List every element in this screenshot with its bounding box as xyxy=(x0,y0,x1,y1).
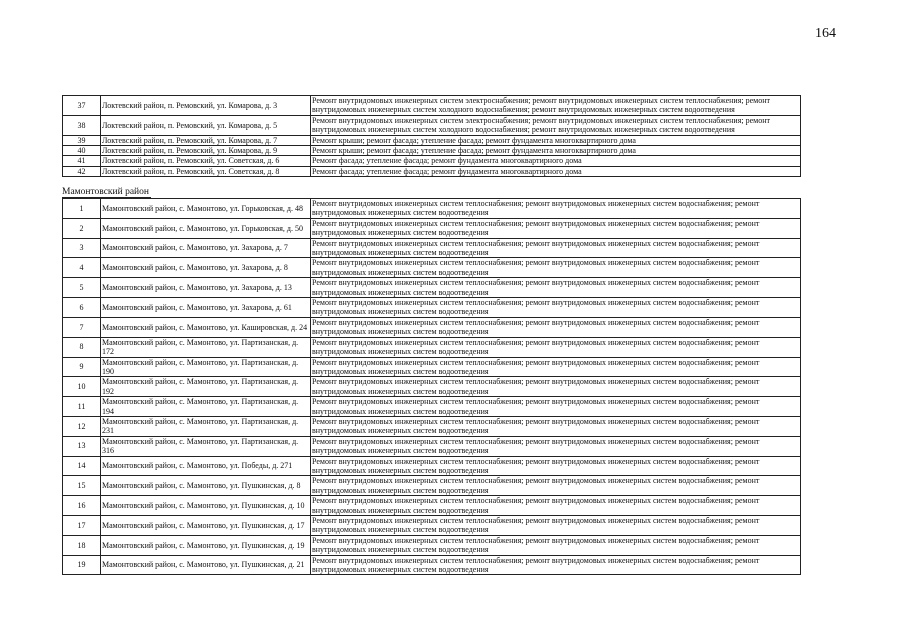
table-row xyxy=(63,96,801,116)
row-number: 2 xyxy=(63,218,101,238)
row-address: Мамонтовский район, с. Мамонтово, ул. Пушкинская, д. 10 xyxy=(101,496,311,516)
row-number: 42 xyxy=(63,166,101,176)
row-number: 10 xyxy=(63,377,101,397)
table-row xyxy=(63,298,801,318)
table-row xyxy=(63,476,801,496)
row-address: Мамонтовский район, с. Мамонтово, ул. Кашировская, д. 24 xyxy=(101,317,311,337)
row-address: Локтевский район, п. Ремовский, ул. Комарова, д. 9 xyxy=(101,146,311,156)
row-number: 12 xyxy=(63,416,101,436)
table-row xyxy=(63,456,801,476)
row-address: Мамонтовский район, с. Мамонтово, ул. Партизанская, д. 190 xyxy=(101,357,311,377)
row-address: Мамонтовский район, с. Мамонтово, ул. Партизанская, д. 192 xyxy=(101,377,311,397)
row-address: Мамонтовский район, с. Мамонтово, ул. Победы, д. 271 xyxy=(101,456,311,476)
table-row xyxy=(63,278,801,298)
row-number: 16 xyxy=(63,496,101,516)
row-address: Мамонтовский район, с. Мамонтово, ул. Партизанская, д. 172 xyxy=(101,337,311,357)
table-row xyxy=(63,199,801,219)
table-row xyxy=(63,516,801,536)
row-works: Ремонт внутридомовых инженерных систем теплоснабжения; ремонт внутридомовых инженерных систем водоснабжения; ремонт внутридомовых инженерных систем водоотведения xyxy=(311,555,801,575)
row-number: 37 xyxy=(63,96,101,116)
row-works: Ремонт внутридомовых инженерных систем теплоснабжения; ремонт внутридомовых инженерных систем водоснабжения; ремонт внутридомовых инженерных систем водоотведения xyxy=(311,377,801,397)
row-number: 9 xyxy=(63,357,101,377)
row-works: Ремонт внутридомовых инженерных систем электроснабжения; ремонт внутридомовых инженерных систем теплоснабжения; ремонт внутридомовых инженерных систем холодного водоснабжения; ремонт внутридомовых инженерных систем водоотведения xyxy=(311,96,801,116)
row-works: Ремонт внутридомовых инженерных систем теплоснабжения; ремонт внутридомовых инженерных систем водоснабжения; ремонт внутридомовых инженерных систем водоотведения xyxy=(311,516,801,536)
row-address: Локтевский район, п. Ремовский, ул. Советская, д. 6 xyxy=(101,156,311,166)
row-works: Ремонт внутридомовых инженерных систем теплоснабжения; ремонт внутридомовых инженерных систем водоснабжения; ремонт внутридомовых инженерных систем водоотведения xyxy=(311,397,801,417)
row-address: Локтевский район, п. Ремовский, ул. Советская, д. 8 xyxy=(101,166,311,176)
row-number: 4 xyxy=(63,258,101,278)
loktevsky-rows xyxy=(63,96,801,177)
row-works: Ремонт крыши; ремонт фасада; утепление фасада; ремонт фундамента многоквартирного дома xyxy=(311,135,801,145)
row-address: Мамонтовский район, с. Мамонтово, ул. Партизанская, д. 231 xyxy=(101,416,311,436)
table-row xyxy=(63,115,801,135)
row-works: Ремонт внутридомовых инженерных систем теплоснабжения; ремонт внутридомовых инженерных систем водоснабжения; ремонт внутридомовых инженерных систем водоотведения xyxy=(311,218,801,238)
row-works: Ремонт внутридомовых инженерных систем теплоснабжения; ремонт внутридомовых инженерных систем водоснабжения; ремонт внутридомовых инженерных систем водоотведения xyxy=(311,258,801,278)
row-address: Мамонтовский район, с. Мамонтово, ул. Партизанская, д. 316 xyxy=(101,436,311,456)
row-address: Мамонтовский район, с. Мамонтово, ул. Пушкинская, д. 17 xyxy=(101,516,311,536)
row-number: 8 xyxy=(63,337,101,357)
row-number: 13 xyxy=(63,436,101,456)
row-number: 3 xyxy=(63,238,101,258)
row-address: Мамонтовский район, с. Мамонтово, ул. Захарова, д. 8 xyxy=(101,258,311,278)
row-works: Ремонт внутридомовых инженерных систем теплоснабжения; ремонт внутридомовых инженерных систем водоснабжения; ремонт внутридомовых инженерных систем водоотведения xyxy=(311,456,801,476)
row-address: Мамонтовский район, с. Мамонтово, ул. Партизанская, д. 194 xyxy=(101,397,311,417)
row-works: Ремонт внутридомовых инженерных систем теплоснабжения; ремонт внутридомовых инженерных систем водоснабжения; ремонт внутридомовых инженерных систем водоотведения xyxy=(311,278,801,298)
row-address: Мамонтовский район, с. Мамонтово, ул. Захарова, д. 61 xyxy=(101,298,311,318)
table-row xyxy=(63,555,801,575)
row-works: Ремонт внутридомовых инженерных систем теплоснабжения; ремонт внутридомовых инженерных систем водоснабжения; ремонт внутридомовых инженерных систем водоотведения xyxy=(311,238,801,258)
row-works: Ремонт внутридомовых инженерных систем теплоснабжения; ремонт внутридомовых инженерных систем водоснабжения; ремонт внутридомовых инженерных систем водоотведения xyxy=(311,496,801,516)
row-number: 6 xyxy=(63,298,101,318)
row-works: Ремонт внутридомовых инженерных систем теплоснабжения; ремонт внутридомовых инженерных систем водоснабжения; ремонт внутридомовых инженерных систем водоотведения xyxy=(311,298,801,318)
row-number: 19 xyxy=(63,555,101,575)
table-row xyxy=(63,337,801,357)
row-works: Ремонт фасада; утепление фасада; ремонт фундамента многоквартирного дома xyxy=(311,166,801,176)
row-number: 39 xyxy=(63,135,101,145)
table-row xyxy=(63,496,801,516)
row-address: Мамонтовский район, с. Мамонтово, ул. Пушкинская, д. 21 xyxy=(101,555,311,575)
loktevsky-table xyxy=(62,95,801,177)
row-number: 40 xyxy=(63,146,101,156)
row-works: Ремонт крыши; ремонт фасада; утепление фасада; ремонт фундамента многоквартирного дома xyxy=(311,146,801,156)
table-row xyxy=(63,535,801,555)
row-works: Ремонт внутридомовых инженерных систем теплоснабжения; ремонт внутридомовых инженерных систем водоснабжения; ремонт внутридомовых инженерных систем водоотведения xyxy=(311,317,801,337)
table-row xyxy=(63,317,801,337)
row-works: Ремонт внутридомовых инженерных систем теплоснабжения; ремонт внутридомовых инженерных систем водоснабжения; ремонт внутридомовых инженерных систем водоотведения xyxy=(311,476,801,496)
row-address: Мамонтовский район, с. Мамонтово, ул. Захарова, д. 7 xyxy=(101,238,311,258)
row-works: Ремонт внутридомовых инженерных систем электроснабжения; ремонт внутридомовых инженерных систем теплоснабжения; ремонт внутридомовых инженерных систем холодного водоснабжения; ремонт внутридомовых инженерных систем водоотведения xyxy=(311,115,801,135)
row-works: Ремонт внутридомовых инженерных систем теплоснабжения; ремонт внутридомовых инженерных систем водоснабжения; ремонт внутридомовых инженерных систем водоотведения xyxy=(311,436,801,456)
row-address: Мамонтовский район, с. Мамонтово, ул. Захарова, д. 13 xyxy=(101,278,311,298)
row-works: Ремонт внутридомовых инженерных систем теплоснабжения; ремонт внутридомовых инженерных систем водоснабжения; ремонт внутридомовых инженерных систем водоотведения xyxy=(311,199,801,219)
row-address: Локтевский район, п. Ремовский, ул. Комарова, д. 5 xyxy=(101,115,311,135)
row-number: 14 xyxy=(63,456,101,476)
row-number: 7 xyxy=(63,317,101,337)
row-address: Мамонтовский район, с. Мамонтово, ул. Пушкинская, д. 19 xyxy=(101,535,311,555)
table-row xyxy=(63,146,801,156)
section-title xyxy=(62,187,151,197)
mamontovsky-table xyxy=(62,198,801,575)
mamontovsky-rows xyxy=(63,199,801,575)
table-row xyxy=(63,218,801,238)
row-address: Мамонтовский район, с. Мамонтово, ул. Горьковская, д. 48 xyxy=(101,199,311,219)
row-address: Локтевский район, п. Ремовский, ул. Комарова, д. 3 xyxy=(101,96,311,116)
table-row xyxy=(63,436,801,456)
row-number: 18 xyxy=(63,535,101,555)
row-number: 38 xyxy=(63,115,101,135)
table-row xyxy=(63,416,801,436)
row-number: 5 xyxy=(63,278,101,298)
section-title-text: Мамонтовский район xyxy=(62,187,149,197)
row-address: Мамонтовский район, с. Мамонтово, ул. Пушкинская, д. 8 xyxy=(101,476,311,496)
row-number: 11 xyxy=(63,397,101,417)
row-number: 15 xyxy=(63,476,101,496)
row-address: Мамонтовский район, с. Мамонтово, ул. Горьковская, д. 50 xyxy=(101,218,311,238)
table-row xyxy=(63,156,801,166)
row-works: Ремонт внутридомовых инженерных систем теплоснабжения; ремонт внутридомовых инженерных систем водоснабжения; ремонт внутридомовых инженерных систем водоотведения xyxy=(311,535,801,555)
row-number: 17 xyxy=(63,516,101,536)
table-row xyxy=(63,258,801,278)
row-number: 1 xyxy=(63,199,101,219)
table-row xyxy=(63,397,801,417)
table-row xyxy=(63,135,801,145)
row-address: Локтевский район, п. Ремовский, ул. Комарова, д. 7 xyxy=(101,135,311,145)
row-works: Ремонт внутридомовых инженерных систем теплоснабжения; ремонт внутридомовых инженерных систем водоснабжения; ремонт внутридомовых инженерных систем водоотведения xyxy=(311,416,801,436)
table-row xyxy=(63,166,801,176)
row-works: Ремонт внутридомовых инженерных систем теплоснабжения; ремонт внутридомовых инженерных систем водоснабжения; ремонт внутридомовых инженерных систем водоотведения xyxy=(311,357,801,377)
table-row xyxy=(63,357,801,377)
table-row xyxy=(63,377,801,397)
row-works: Ремонт внутридомовых инженерных систем теплоснабжения; ремонт внутридомовых инженерных систем водоснабжения; ремонт внутридомовых инженерных систем водоотведения xyxy=(311,337,801,357)
page-number: 164 xyxy=(815,26,836,41)
row-number: 41 xyxy=(63,156,101,166)
row-works: Ремонт фасада; утепление фасада; ремонт фундамента многоквартирного дома xyxy=(311,156,801,166)
table-row xyxy=(63,238,801,258)
